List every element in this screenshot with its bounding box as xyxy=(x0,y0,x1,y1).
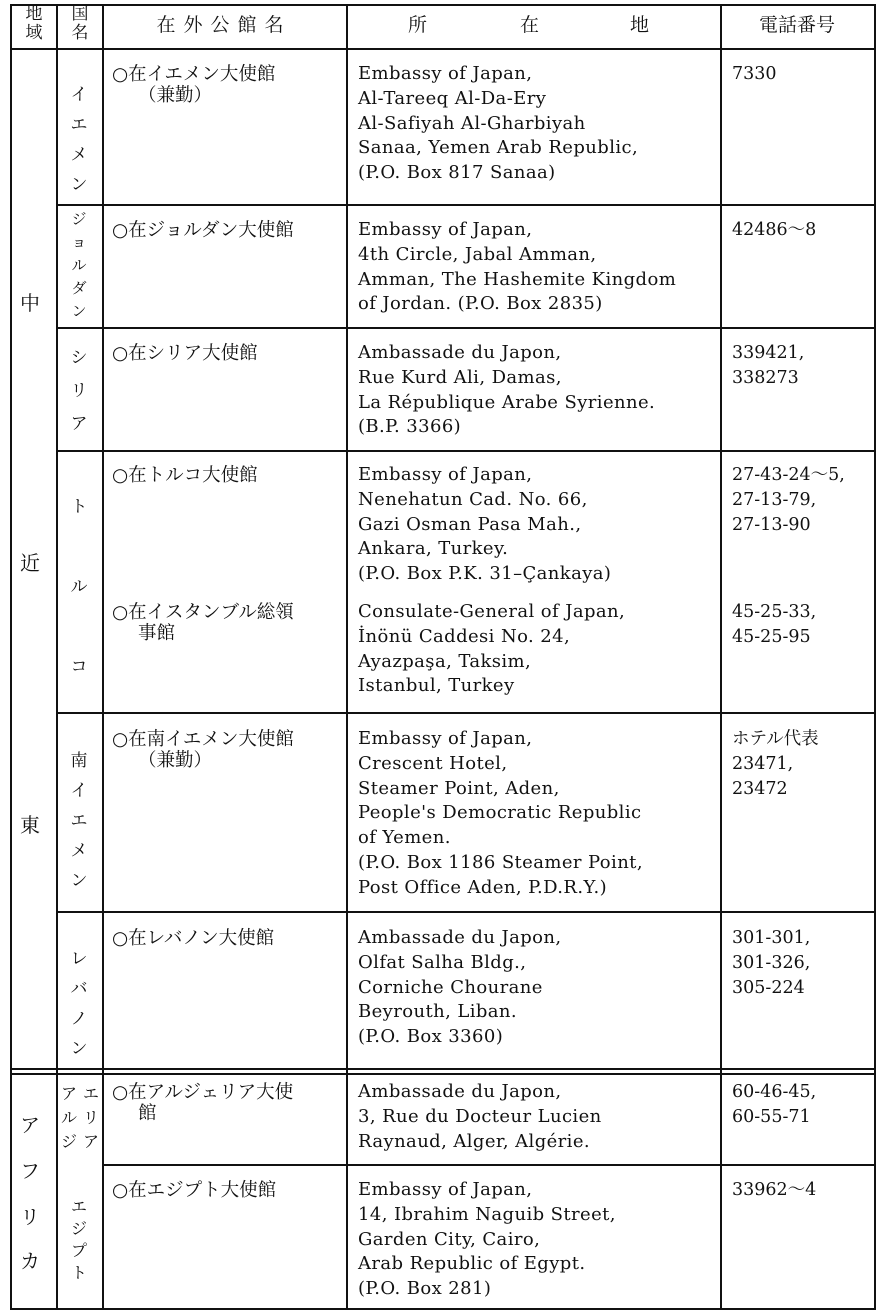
phone-line: 301-301, xyxy=(732,928,811,948)
address-line: Raynaud, Alger, Algérie. xyxy=(358,1130,591,1152)
region-label-char: リ xyxy=(20,1205,40,1229)
address-line: Olfat Salha Bldg., xyxy=(358,951,527,973)
country-char: エ xyxy=(70,1197,87,1216)
address-line: Rue Kurd Ali, Damas, xyxy=(358,366,562,388)
header-country-char: 国 xyxy=(71,4,89,24)
mission-line: 館 xyxy=(138,1103,157,1124)
address-line: (P.O. Box 1186 Steamer Point, xyxy=(358,851,643,873)
mission-name xyxy=(112,729,348,771)
country-char: ル xyxy=(71,256,87,274)
country-char: ジ xyxy=(71,210,87,228)
country-char: ル xyxy=(70,577,88,597)
country-char: ン xyxy=(70,871,88,891)
country-char: ジ xyxy=(60,1132,77,1151)
phone-line: 27-43-24～5, xyxy=(732,465,845,485)
address-line: Beyrouth, Liban. xyxy=(358,1001,518,1023)
mission-line: ○在レバノン大使館 xyxy=(112,928,275,949)
country-char: ン xyxy=(70,175,88,195)
country-char: イ xyxy=(70,781,88,801)
mission-line: ○在ジョルダン大使館 xyxy=(112,220,294,241)
header-region xyxy=(16,5,52,43)
header-location-char: 所 xyxy=(408,14,428,36)
table-top-border xyxy=(10,4,876,6)
address-line: (P.O. Box P.K. 31–Çankaya) xyxy=(358,563,612,585)
phone-line: 301-326, xyxy=(732,952,811,973)
address-line: (B.P. 3366) xyxy=(358,416,462,438)
country-char: レ xyxy=(70,949,88,969)
header-location-char: 在 xyxy=(520,14,540,36)
address-line: Embassy of Japan, xyxy=(358,1179,533,1200)
country-char: プ xyxy=(70,1241,87,1260)
mission-line: ○在イスタンブル総領 xyxy=(112,602,294,623)
header-country-char: 名 xyxy=(71,23,89,43)
phone-number xyxy=(732,463,872,537)
country-char: バ xyxy=(70,979,88,999)
country-name-column xyxy=(58,1082,80,1154)
mission-line: ○在アルジェリア大使 xyxy=(112,1082,294,1103)
column-divider xyxy=(102,4,104,1309)
header-phone: 電話番号 xyxy=(758,14,835,36)
address-line: Gazi Osman Pasa Mah., xyxy=(358,513,582,535)
row-divider xyxy=(58,327,876,329)
country-char: ン xyxy=(71,302,87,320)
phone-line: ホテル代表 xyxy=(732,729,819,749)
country-char: メ xyxy=(70,841,88,861)
phone-number xyxy=(732,1178,872,1203)
phone-number xyxy=(732,1080,872,1130)
address-line: Embassy of Japan, xyxy=(358,63,533,84)
country-char: 南 xyxy=(70,751,88,771)
region-label-char: 東 xyxy=(20,813,40,837)
country-char: ダ xyxy=(71,279,87,297)
mission-line: ○在イエメン大使館 xyxy=(112,64,276,85)
table-right-border xyxy=(874,4,876,1309)
header-region-char: 地 xyxy=(25,4,43,24)
address xyxy=(358,62,720,186)
country-name xyxy=(62,80,96,200)
address-line: Sanaa, Yemen Arab Republic, xyxy=(358,137,639,159)
address xyxy=(358,463,720,587)
country-char: イ xyxy=(70,85,88,105)
country-char: ア xyxy=(70,414,88,434)
country-char: コ xyxy=(70,657,88,677)
phone-line: 23472 xyxy=(732,778,788,799)
mission-line: （兼勤） xyxy=(138,85,213,106)
region-label-char: ア xyxy=(20,1113,40,1137)
phone-line: 45-25-95 xyxy=(732,626,811,647)
header-bottom-border xyxy=(10,48,876,50)
country-name xyxy=(62,1196,96,1284)
address-line: (P.O. Box 817 Sanaa) xyxy=(358,162,556,184)
country-name xyxy=(62,944,96,1064)
address xyxy=(358,218,720,317)
address-line: Embassy of Japan, xyxy=(358,464,533,485)
country-char: ン xyxy=(70,1039,88,1059)
mission-line: ○在エジプト大使館 xyxy=(112,1180,277,1201)
address-line: Nenehatun Cad. No. 66, xyxy=(358,488,588,510)
mission-name xyxy=(112,343,348,364)
address-line: People's Democratic Republic xyxy=(358,802,642,824)
region-label-char: カ xyxy=(20,1249,40,1273)
address-line: Istanbul, Turkey xyxy=(358,675,515,697)
country-char: エ xyxy=(70,115,88,135)
phone-number xyxy=(732,926,872,1000)
mission-name xyxy=(112,1180,348,1201)
phone-number xyxy=(732,727,872,801)
address xyxy=(358,1080,720,1154)
address-line: Corniche Chourane xyxy=(358,976,543,998)
country-char: ア xyxy=(82,1132,99,1151)
country-char: ノ xyxy=(70,1009,88,1029)
table-bottom-border xyxy=(10,1308,876,1310)
phone-line: 27-13-90 xyxy=(732,514,811,535)
address-line: Ambassade du Japon, xyxy=(358,1081,562,1102)
address-line: Garden City, Cairo, xyxy=(358,1228,541,1250)
address-line: of Jordan. (P.O. Box 2835) xyxy=(358,293,603,315)
phone-number xyxy=(732,600,872,650)
mission-line: ○在南イエメン大使館 xyxy=(112,729,294,750)
country-char: リ xyxy=(70,381,88,401)
address-line: Ayazpaşa, Taksim, xyxy=(358,650,532,672)
country-char: ア xyxy=(60,1084,77,1103)
mission-name xyxy=(112,602,348,644)
address-line: Ambassade du Japon, xyxy=(358,342,562,363)
country-char: ョ xyxy=(71,233,87,251)
region-label-char: 中 xyxy=(20,291,40,315)
header-region-char: 域 xyxy=(25,23,43,43)
phone-line: 33962～4 xyxy=(732,1180,817,1200)
address-line: (P.O. Box 281) xyxy=(358,1278,492,1300)
country-char: エ xyxy=(82,1084,99,1103)
address-line: Steamer Point, Aden, xyxy=(358,777,560,799)
address-line: Embassy of Japan, xyxy=(358,219,533,240)
phone-line: 305-224 xyxy=(732,977,805,998)
phone-number xyxy=(732,218,872,243)
region-label-char: 近 xyxy=(20,551,40,575)
mission-name xyxy=(112,928,348,949)
header-country xyxy=(60,5,100,43)
address xyxy=(358,727,720,901)
phone-line: 45-25-33, xyxy=(732,602,817,622)
header-location-char: 地 xyxy=(630,14,650,36)
phone-line: 60-55-71 xyxy=(732,1106,811,1127)
address-line: Post Office Aden, P.D.R.Y.) xyxy=(358,876,607,898)
address-line: Ambassade du Japon, xyxy=(358,927,562,948)
address xyxy=(358,341,720,440)
region-divider-bottom xyxy=(10,1073,876,1075)
address-line: Crescent Hotel, xyxy=(358,752,508,774)
country-name xyxy=(62,746,96,896)
mission-name xyxy=(112,220,348,241)
country-char: ル xyxy=(60,1108,77,1127)
country-name xyxy=(62,342,96,441)
address xyxy=(358,1178,720,1302)
mission-line: （兼勤） xyxy=(138,750,213,771)
country-char: リ xyxy=(82,1108,99,1127)
address-line: Al-Safiyah Al-Gharbiyah xyxy=(358,112,586,134)
phone-line: 7330 xyxy=(732,64,777,84)
phone-line: 27-13-79, xyxy=(732,489,817,510)
address-line: of Yemen. xyxy=(358,827,451,849)
country-char: ト xyxy=(70,497,88,517)
row-divider xyxy=(58,911,876,913)
address-line: Arab Republic of Egypt. xyxy=(358,1253,586,1275)
country-char: エ xyxy=(70,811,88,831)
phone-line: 60-46-45, xyxy=(732,1082,817,1102)
address-line: 14, Ibrahim Naguib Street, xyxy=(358,1203,616,1225)
country-char: ジ xyxy=(70,1219,87,1238)
address-line: Consulate-General of Japan, xyxy=(358,601,626,622)
region-label-char: フ xyxy=(20,1159,40,1183)
address-line: (P.O. Box 3360) xyxy=(358,1026,504,1048)
address-line: 4th Circle, Jabal Amman, xyxy=(358,243,597,265)
phone-line: 339421, xyxy=(732,343,805,363)
country-char: ト xyxy=(70,1263,87,1282)
row-divider xyxy=(58,450,876,452)
phone-line: 42486～8 xyxy=(732,220,817,240)
column-divider xyxy=(720,4,722,1309)
phone-number xyxy=(732,341,872,391)
country-name xyxy=(62,208,96,323)
mission-name xyxy=(112,1082,348,1124)
country-char: シ xyxy=(70,348,88,368)
mission-name xyxy=(112,465,348,486)
mission-line: ○在トルコ大使館 xyxy=(112,465,258,486)
address-line: La République Arabe Syrienne. xyxy=(358,391,656,413)
phone-number xyxy=(732,62,872,87)
country-name xyxy=(62,492,96,682)
phone-line: 23471, xyxy=(732,753,794,774)
row-divider xyxy=(58,204,876,206)
address-line: Embassy of Japan, xyxy=(358,728,533,749)
mission-line: 事館 xyxy=(138,623,176,644)
region-divider-top xyxy=(10,1068,876,1070)
address xyxy=(358,926,720,1050)
mission-name xyxy=(112,64,348,106)
address-line: Amman, The Hashemite Kingdom xyxy=(358,268,677,290)
address-line: 3, Rue du Docteur Lucien xyxy=(358,1105,602,1127)
row-divider xyxy=(58,712,876,714)
country-name-column xyxy=(80,1082,102,1154)
header-mission: 在外公館名 xyxy=(156,14,292,36)
address-line: İnönü Caddesi No. 24, xyxy=(358,625,571,647)
row-divider xyxy=(104,1164,876,1166)
mission-line: ○在シリア大使館 xyxy=(112,343,258,364)
phone-line: 338273 xyxy=(732,367,799,388)
address xyxy=(358,600,720,699)
address-line: Al-Tareeq Al-Da-Ery xyxy=(358,87,547,109)
address-line: Ankara, Turkey. xyxy=(358,538,509,560)
country-char: メ xyxy=(70,145,88,165)
